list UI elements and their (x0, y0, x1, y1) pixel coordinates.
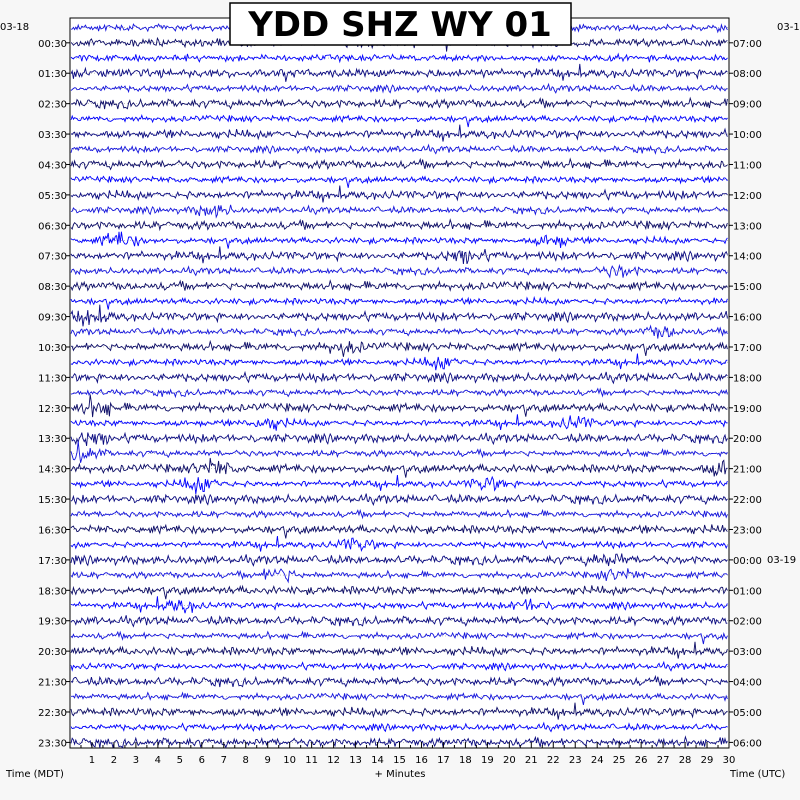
plot-area (70, 18, 729, 748)
right-time-label: 14:00 (733, 251, 762, 263)
x-tick-label: 17 (437, 755, 450, 766)
left-time-label: 14:30 (38, 464, 67, 476)
right-time-label: 00:00 (733, 555, 762, 567)
chart-title: YDD SHZ WY 01 (248, 5, 552, 45)
left-time-label: 04:30 (38, 160, 67, 172)
x-tick-label: 16 (415, 755, 428, 766)
right-time-label: 01:00 (733, 586, 762, 598)
x-tick-label: 21 (524, 755, 538, 766)
left-time-label: 21:30 (38, 677, 67, 689)
left-time-label: 05:30 (38, 190, 67, 202)
left-time-label: 22:30 (38, 707, 67, 719)
right-time-label: 20:00 (733, 434, 762, 446)
right-date-rollover-label: 03-19 (767, 555, 797, 566)
x-tick-label: 15 (393, 755, 406, 766)
right-time-label: 03:00 (733, 647, 762, 659)
right-time-label: 21:00 (733, 464, 762, 476)
left-time-label: 02:30 (38, 99, 67, 111)
left-time-label: 10:30 (38, 342, 67, 354)
right-time-label: 17:00 (733, 342, 762, 354)
x-tick-label: 25 (612, 755, 626, 766)
right-time-label: 09:00 (733, 99, 762, 111)
x-tick-label: 27 (656, 755, 670, 766)
x-tick-label: 30 (722, 755, 736, 766)
right-time-label: 23:00 (733, 525, 762, 537)
x-tick-label: 14 (371, 755, 384, 766)
x-tick-label: 19 (480, 755, 494, 766)
left-time-label: 11:30 (38, 373, 67, 385)
x-tick-label: 23 (568, 755, 582, 766)
right-time-label: 11:00 (733, 160, 762, 172)
left-time-label: 13:30 (38, 434, 67, 446)
left-date-label: 03-18 (0, 22, 30, 33)
left-time-label: 12:30 (38, 403, 67, 415)
right-time-label: 08:00 (733, 69, 762, 81)
right-axis-title: Time (UTC) (730, 769, 786, 780)
left-time-label: 16:30 (38, 525, 67, 537)
x-tick-label: 8 (242, 755, 249, 766)
left-time-label: 09:30 (38, 312, 67, 324)
right-time-label: 13:00 (733, 221, 762, 233)
left-time-label: 07:30 (38, 251, 67, 263)
x-tick-label: 13 (349, 755, 362, 766)
x-tick-label: 10 (283, 755, 297, 766)
x-tick-label: 29 (700, 755, 714, 766)
left-time-label: 03:30 (38, 130, 67, 142)
right-time-label: 16:00 (733, 312, 762, 324)
right-time-label: 10:00 (733, 130, 762, 142)
x-tick-label: 28 (678, 755, 692, 766)
right-time-label: 15:00 (733, 282, 762, 294)
left-axis-title: Time (MDT) (6, 769, 64, 780)
left-time-label: 06:30 (38, 221, 67, 233)
left-time-label: 18:30 (38, 586, 67, 598)
right-time-label: 22:00 (733, 495, 762, 507)
x-tick-label: 26 (634, 755, 648, 766)
left-time-label: 20:30 (38, 647, 67, 659)
right-time-label: 18:00 (733, 373, 762, 385)
right-date-label: 03-1 (777, 22, 800, 33)
x-tick-label: 5 (176, 755, 184, 766)
x-tick-label: 3 (132, 755, 140, 766)
right-time-label: 19:00 (733, 403, 762, 415)
left-time-label: 19:30 (38, 616, 67, 628)
left-time-label: 00:30 (38, 38, 67, 50)
right-time-label: 05:00 (733, 707, 762, 719)
left-time-label: 23:30 (38, 738, 67, 750)
x-tick-label: 9 (264, 755, 271, 766)
left-time-label: 08:30 (38, 282, 67, 294)
left-time-label: 17:30 (38, 555, 67, 567)
x-tick-label: 6 (198, 755, 205, 766)
x-tick-label: 11 (305, 755, 319, 766)
left-time-label: 15:30 (38, 495, 67, 507)
right-time-label: 02:00 (733, 616, 762, 628)
x-axis-title: + Minutes (374, 769, 426, 780)
x-tick-label: 22 (546, 755, 560, 766)
right-time-label: 07:00 (733, 38, 762, 50)
x-tick-label: 20 (502, 755, 516, 766)
x-tick-label: 24 (590, 755, 604, 766)
x-tick-label: 1 (88, 755, 96, 766)
x-tick-label: 12 (327, 755, 340, 766)
left-time-label: 01:30 (38, 69, 67, 81)
x-tick-label: 2 (110, 755, 118, 766)
right-time-label: 12:00 (733, 190, 762, 202)
x-tick-label: 4 (154, 755, 162, 766)
x-tick-label: 7 (220, 755, 227, 766)
right-time-label: 06:00 (733, 738, 762, 750)
x-tick-label: 18 (459, 755, 472, 766)
right-time-label: 04:00 (733, 677, 762, 689)
